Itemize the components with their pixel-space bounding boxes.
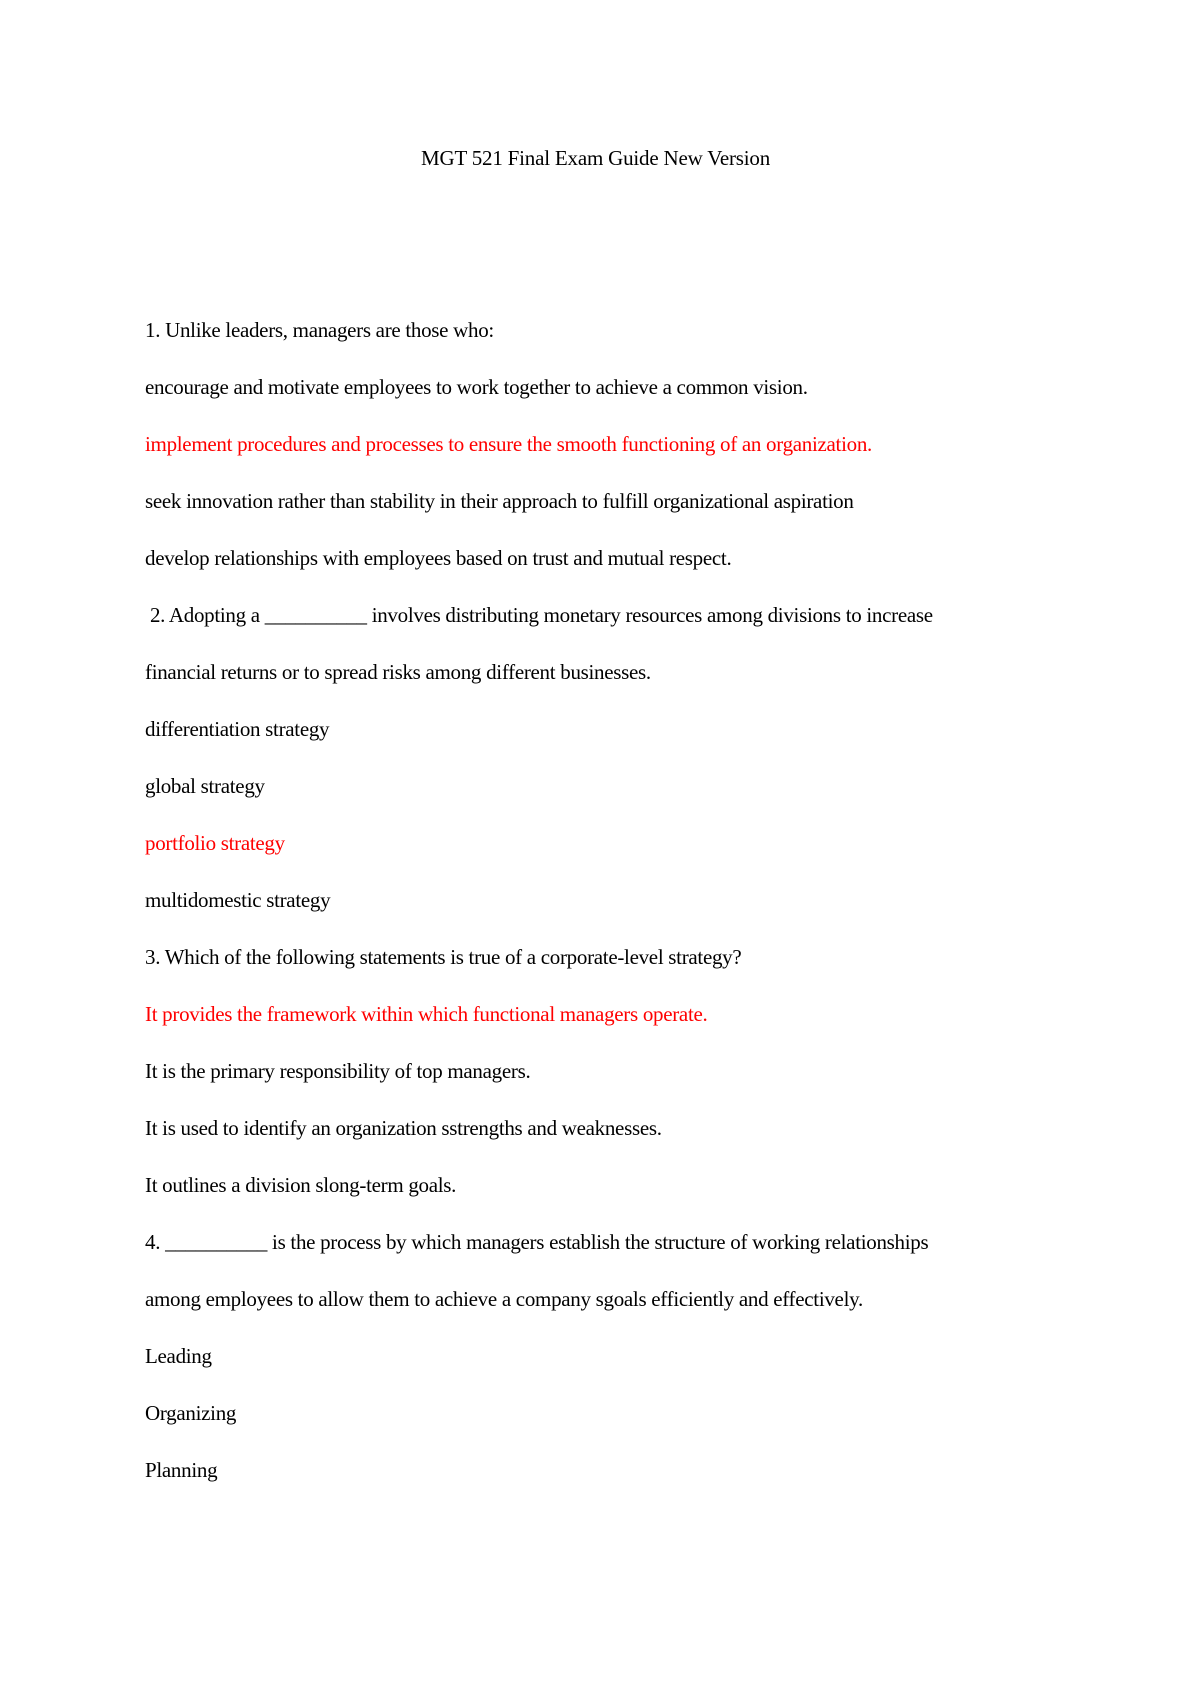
question-3-option-a-answer: It provides the framework within which functional managers operate. <box>145 1002 708 1026</box>
question-4-option-a: Leading <box>145 1344 212 1368</box>
question-3-option-d: It outlines a division slong-term goals. <box>145 1173 457 1197</box>
question-1-stem: 1. Unlike leaders, managers are those who: <box>145 318 494 342</box>
question-4-stem-line-2: among employees to allow them to achieve a company sgoals efficiently and effectively. <box>145 1287 863 1311</box>
question-3-option-c: It is used to identify an organization sstrengths and weaknesses. <box>145 1116 662 1140</box>
question-3-stem: 3. Which of the following statements is true of a corporate-level strategy? <box>145 945 742 969</box>
question-4-option-c: Planning <box>145 1458 218 1482</box>
document-title: MGT 521 Final Exam Guide New Version <box>421 146 770 170</box>
question-2-option-c-answer: portfolio strategy <box>145 831 285 855</box>
question-4-stem-line-1: 4. __________ is the process by which managers establish the structure of working relationships <box>145 1230 929 1254</box>
question-3-option-b: It is the primary responsibility of top managers. <box>145 1059 531 1083</box>
question-1-option-b-answer: implement procedures and processes to ensure the smooth functioning of an organization. <box>145 432 872 456</box>
question-4-option-b: Organizing <box>145 1401 237 1425</box>
question-1-option-d: develop relationships with employees based on trust and mutual respect. <box>145 546 732 570</box>
question-1-option-a: encourage and motivate employees to work together to achieve a common vision. <box>145 375 808 399</box>
question-2-stem-line-2: financial returns or to spread risks among different businesses. <box>145 660 651 684</box>
question-2-option-b: global strategy <box>145 774 265 798</box>
question-1-option-c: seek innovation rather than stability in their approach to fulfill organizational aspiration <box>145 489 854 513</box>
question-2-stem-line-1: 2. Adopting a __________ involves distributing monetary resources among divisions to increase <box>145 603 933 627</box>
document-body <box>145 316 1075 1513</box>
question-2-option-d: multidomestic strategy <box>145 888 331 912</box>
question-2-option-a: differentiation strategy <box>145 717 330 741</box>
